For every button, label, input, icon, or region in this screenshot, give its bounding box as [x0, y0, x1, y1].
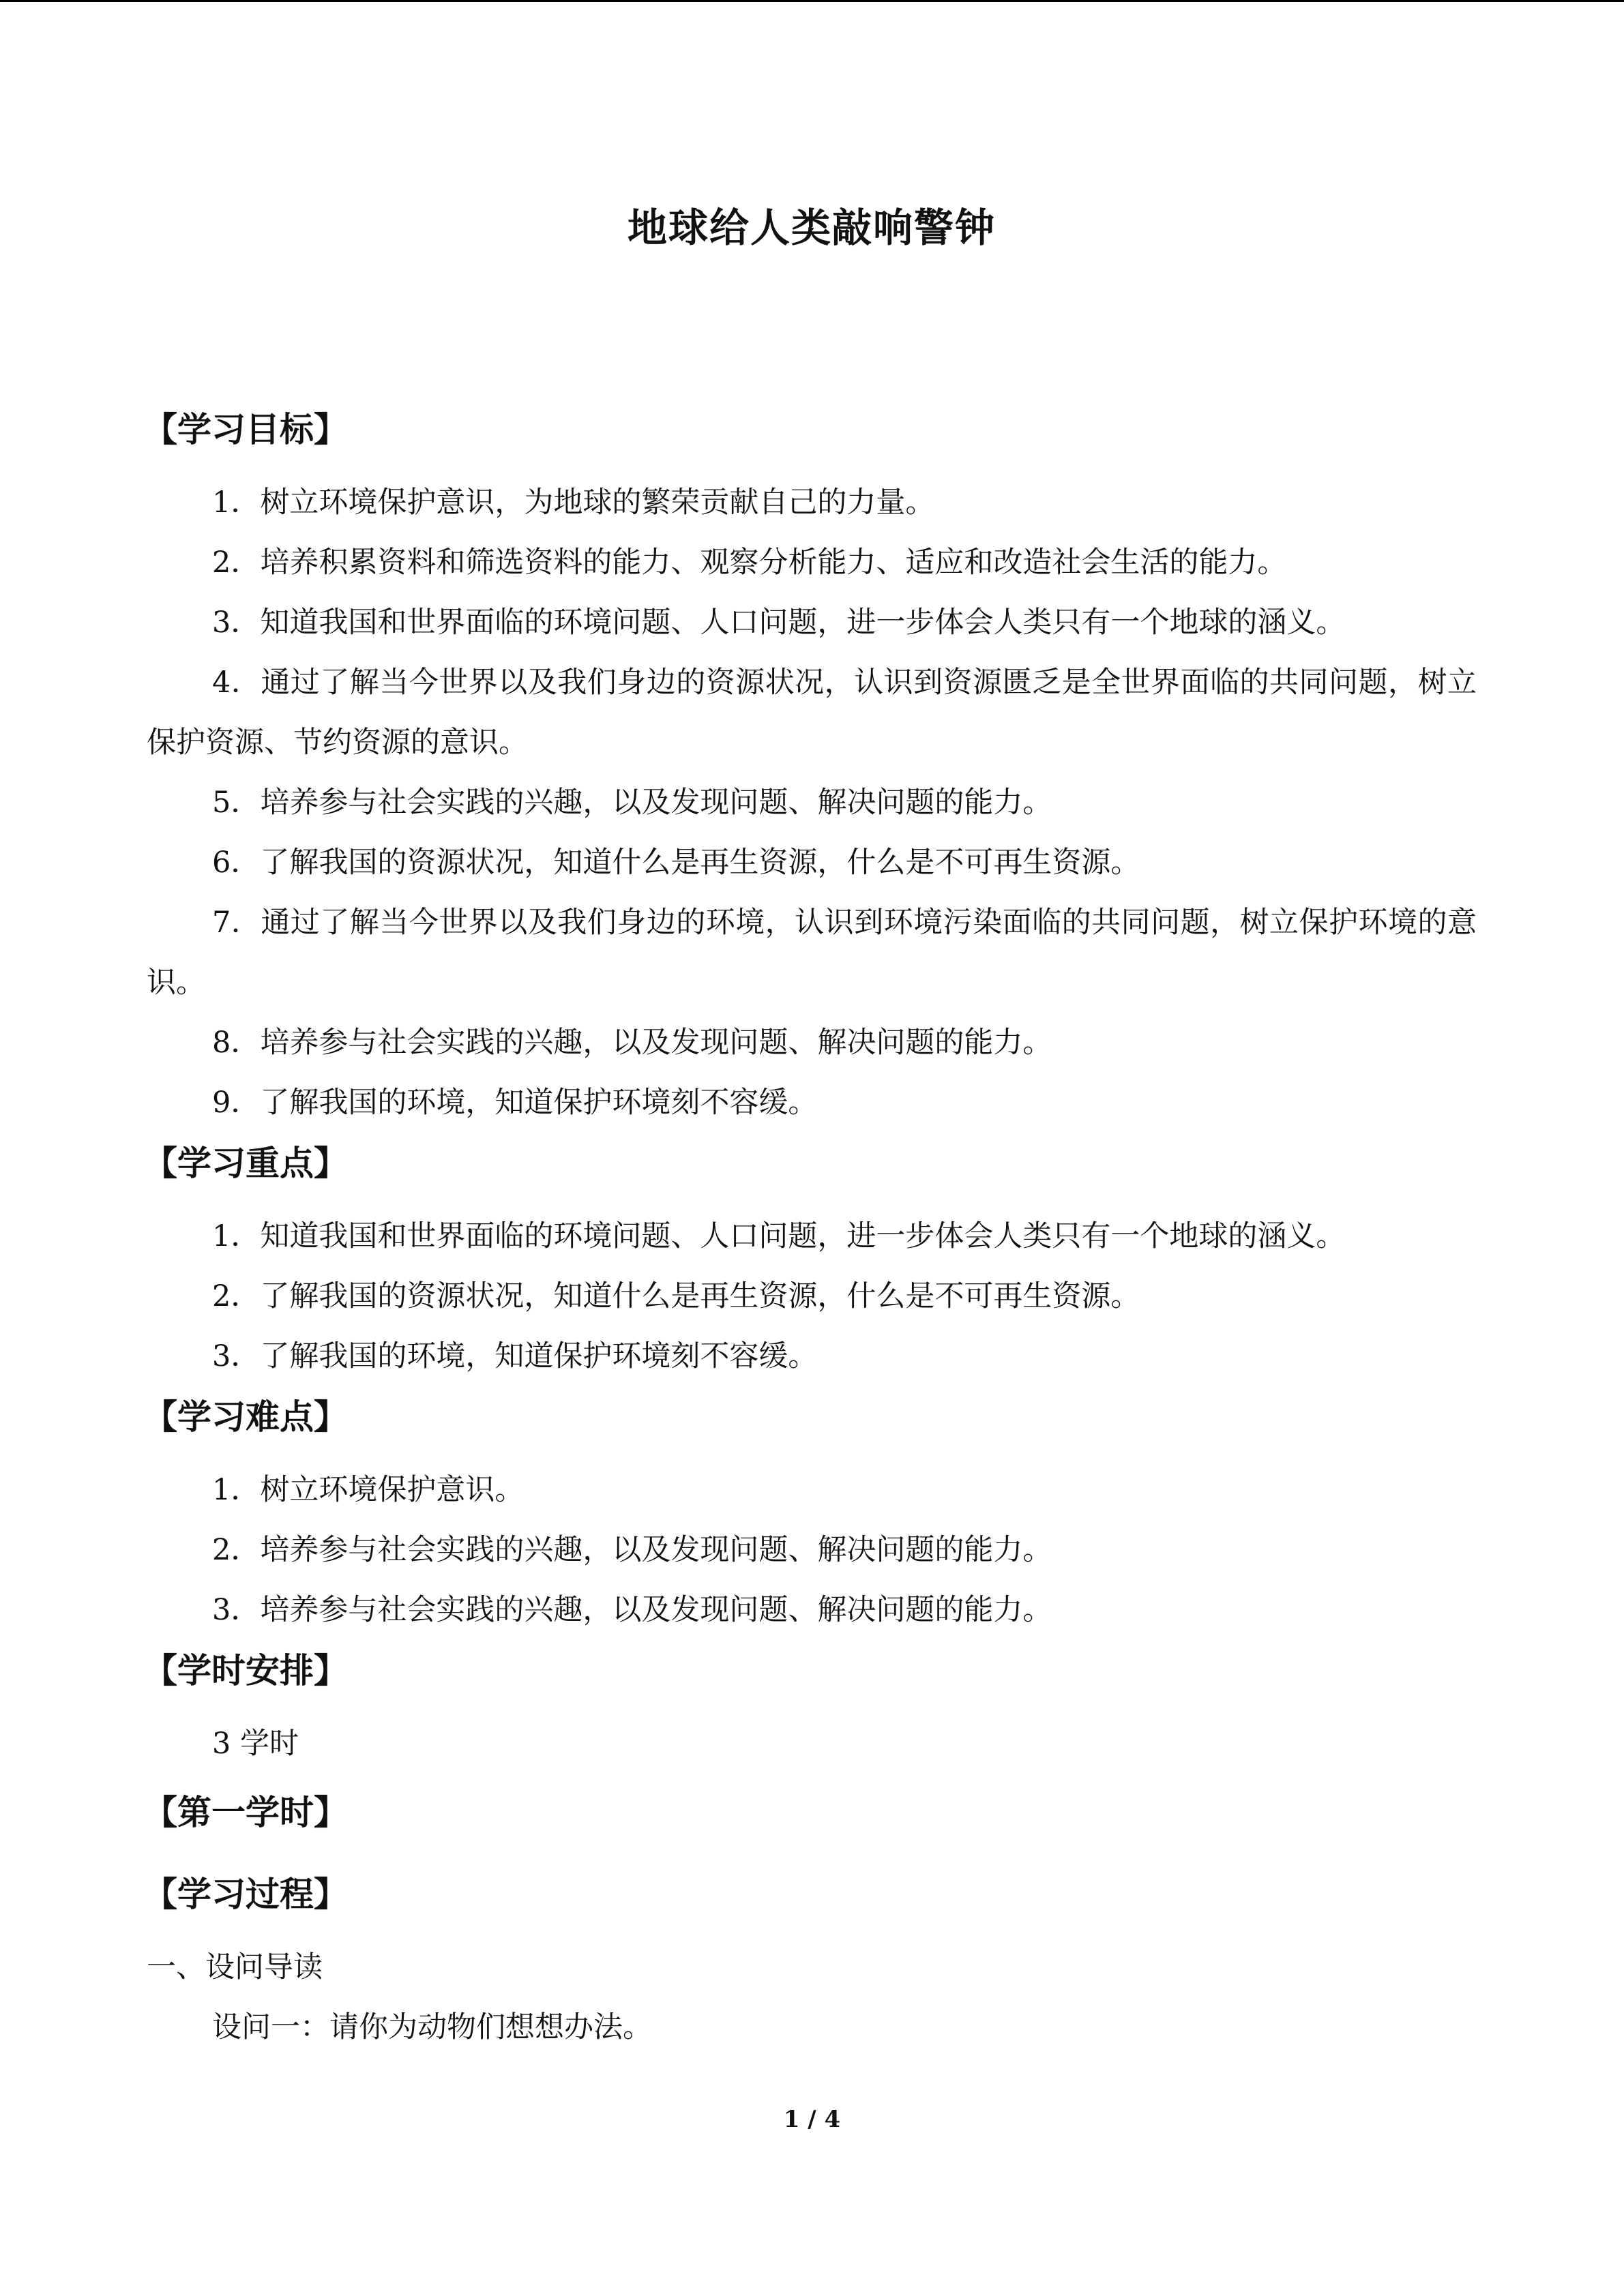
- section-heading-first-period: 【第一学时】: [143, 1792, 348, 1832]
- process-question: 设问一：请你为动物们想想办法。: [212, 2010, 652, 2044]
- section-difficulties: [143, 1386, 1477, 1640]
- list-item: 2．培养积累资料和筛选资料的能力、观察分析能力、适应和改造社会生活的能力。: [212, 545, 1287, 580]
- section-heading-objectives: 【学习目标】: [143, 409, 348, 449]
- list-item: 3．了解我国的环境，知道保护环境刻不容缓。: [212, 1339, 818, 1373]
- page-top-border: [0, 0, 1624, 2]
- document-page: [143, 205, 1477, 2057]
- page-number: 1 / 4: [783, 2106, 841, 2133]
- list-item: 3．培养参与社会实践的兴趣，以及发现问题、解决问题的能力。: [212, 1592, 1052, 1627]
- section-key-points: [143, 1133, 1477, 1386]
- list-item: 6．了解我国的资源状况，知道什么是再生资源，什么是不可再生资源。: [212, 845, 1140, 880]
- list-item: 9．了解我国的环境，知道保护环境刻不容缓。: [212, 1085, 818, 1120]
- list-item: 8．培养参与社会实践的兴趣，以及发现问题、解决问题的能力。: [212, 1025, 1052, 1060]
- list-item: 3．知道我国和世界面临的环境问题、人口问题，进一步体会人类只有一个地球的涵义。: [212, 605, 1346, 640]
- list-item: 1．知道我国和世界面临的环境问题、人口问题，进一步体会人类只有一个地球的涵义。: [212, 1219, 1346, 1253]
- section-heading-process: 【学习过程】: [143, 1874, 348, 1914]
- process-content: [147, 1925, 1477, 2057]
- list-item: 1．树立环境保护意识。: [212, 1472, 525, 1507]
- section-heading-key-points: 【学习重点】: [143, 1143, 348, 1183]
- list-item: 2．培养参与社会实践的兴趣，以及发现问题、解决问题的能力。: [212, 1532, 1052, 1567]
- schedule-content: [147, 1701, 1477, 1774]
- process-subheading: 一、设问导读: [147, 1950, 323, 1984]
- list-item: 4．通过了解当今世界以及我们身边的资源状况，认识到资源匮乏是全世界面临的共同问题，树立保护资源、节约资源的意识。: [147, 665, 1477, 760]
- section-heading-difficulties: 【学习难点】: [143, 1397, 348, 1437]
- difficulties-list: [147, 1448, 1477, 1640]
- list-item: 1．树立环境保护意识，为地球的繁荣贡献自己的力量。: [212, 485, 935, 520]
- list-item: 7．通过了解当今世界以及我们身边的环境，认识到环境污染面临的共同问题，树立保护环境的意识。: [147, 905, 1477, 1000]
- document-title: 地球给人类敲响警钟: [627, 205, 996, 251]
- key-points-list: [147, 1194, 1477, 1386]
- objectives-list: [147, 460, 1477, 1133]
- section-objectives: [143, 399, 1477, 1133]
- schedule-text: 3 学时: [212, 1726, 299, 1761]
- section-schedule: [143, 1640, 1477, 1774]
- list-item: 2．了解我国的资源状况，知道什么是再生资源，什么是不可再生资源。: [212, 1279, 1140, 1313]
- section-heading-schedule: 【学时安排】: [143, 1650, 348, 1690]
- list-item: 5．培养参与社会实践的兴趣，以及发现问题、解决问题的能力。: [212, 785, 1052, 820]
- section-process: [143, 1864, 1477, 2057]
